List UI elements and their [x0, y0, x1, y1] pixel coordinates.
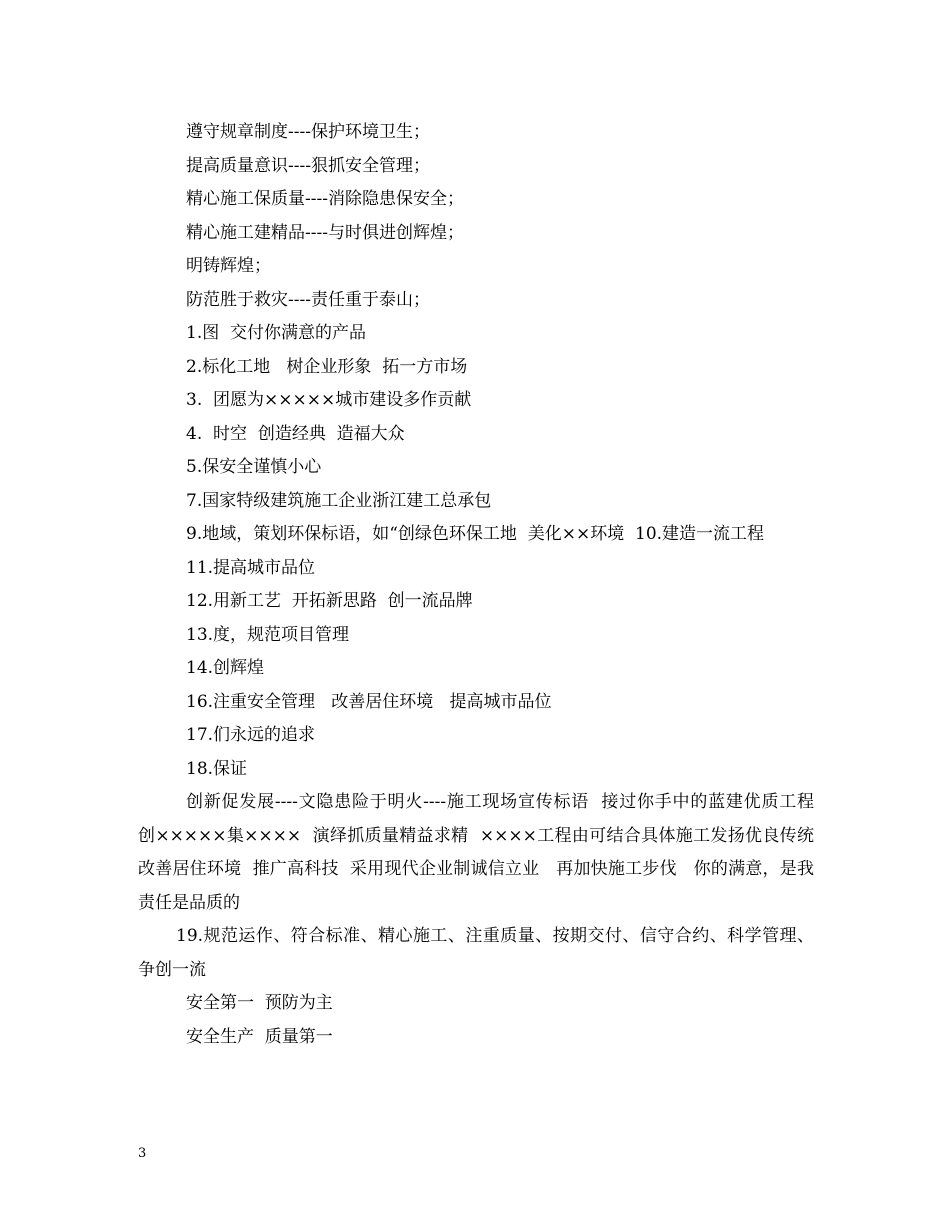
paragraph-24: 安全生产 质量第一 — [186, 1026, 333, 1047]
paragraph-21: 创新促发展----文隐患险于明火----施工现场宣传标语 接过你手中的蓝建优质工程 创×××××集×××× 演绎抓质量精益求精 ××××工程由可结合具体施工发扬优良传统 改善居住环境 推广高科技 采用现代企业制诚信立业 再加快施工步伐 你的满意，是我责任是品质的 — [138, 792, 825, 913]
paragraph-22: 19.规范运作、符合标准、精心施工、注重质量、按期交付、信守合约、科学管理、争创一流 — [138, 926, 814, 980]
paragraph-6: 防范胜于救灾----责任重于泰山； — [186, 289, 430, 310]
paragraph-9: 3. 团愿为×××××城市建设多作贡献 — [186, 390, 472, 410]
paragraph-13: 9.地域，策划环保标语，如“创绿色环保工地 美化××环境 10.建造一流工程 — [186, 524, 765, 544]
paragraph-16: 13.度，规范项目管理 — [186, 624, 350, 645]
paragraph-7: 1.图 交付你满意的产品 — [186, 323, 367, 343]
paragraph-14: 11.提高城市品位 — [186, 557, 316, 578]
paragraph-20: 18.保证 — [186, 758, 248, 779]
paragraph-15: 12.用新工艺 开拓新思路 创一流品牌 — [186, 591, 473, 611]
paragraph-18: 16.注重安全管理 改善居住环境 提高城市品位 — [186, 691, 552, 712]
paragraph-4: 精心施工建精品----与时俱进创辉煌； — [186, 222, 464, 243]
body-text — [138, 116, 825, 1054]
paragraph-1: 遵守规章制度----保护环境卫生； — [186, 122, 430, 142]
paragraph-23: 安全第一 预防为主 — [186, 993, 333, 1013]
paragraph-11: 5.保安全谨慎小心 — [186, 457, 322, 477]
paragraph-2: 提高质量意识----狠抓安全管理； — [186, 155, 430, 176]
paragraph-5: 明铸辉煌； — [186, 256, 271, 276]
paragraph-19: 17.们永远的追求 — [186, 725, 316, 745]
paragraph-3: 精心施工保质量----消除隐患保安全； — [186, 189, 464, 209]
paragraph-12: 7.国家特级建筑施工企业浙江建工总承包 — [186, 490, 492, 511]
paragraph-8: 2.标化工地 树企业形象 拓一方市场 — [186, 356, 468, 377]
page-number: 3 — [138, 1146, 147, 1161]
paragraph-17: 14.创辉煌 — [186, 658, 265, 678]
paragraph-10: 4. 时空 创造经典 造福大众 — [186, 423, 405, 444]
